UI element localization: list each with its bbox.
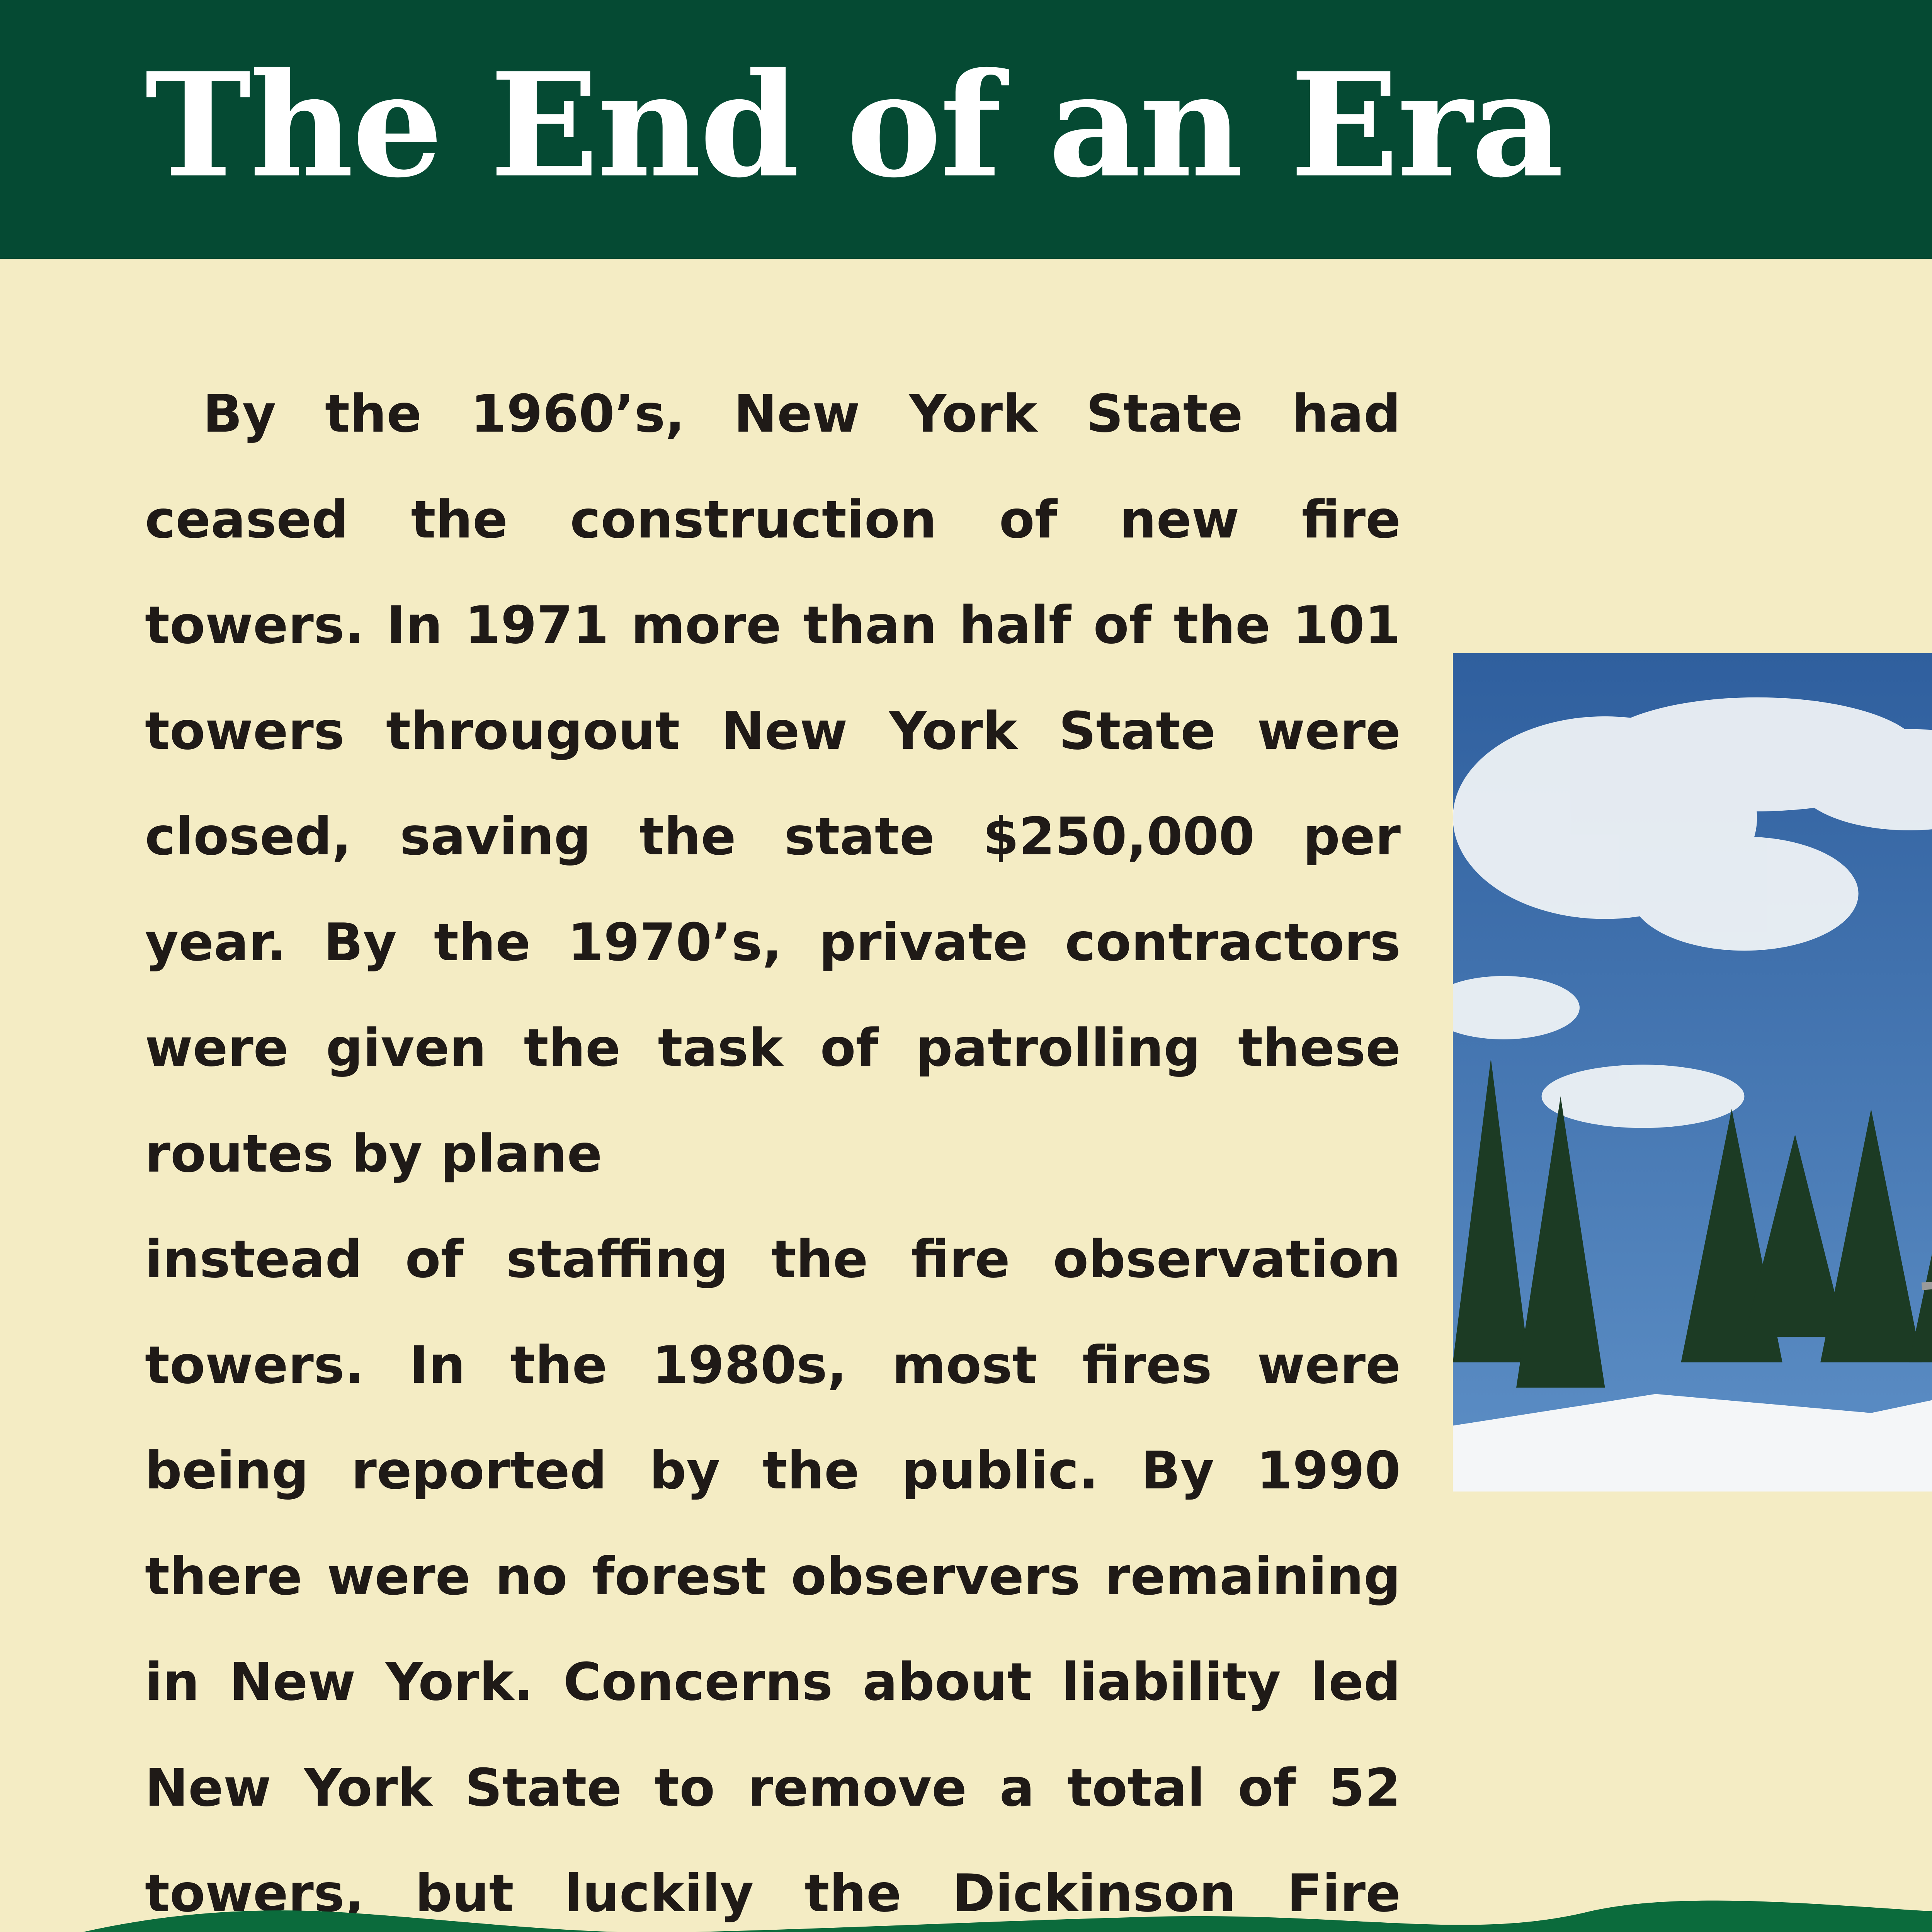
paragraph-1: By the 1960’s, New York State had ceased the construction of new fire towers. In 1971 more than half of the 101 towers througout New York State were closed, saving the state $250,000 per year. By the 1970’s, private contractors were given the task of patrolling these routes by plane (145, 384, 1401, 1184)
body-text (145, 361, 1401, 1932)
photo-fire-tower-removal (1453, 653, 1932, 1492)
mountain-silhouette-graphic (0, 1870, 1932, 1932)
photo-illustration (1453, 653, 1932, 1492)
mountain-silhouette (0, 1870, 1932, 1932)
paragraph-2: instead of staffing the fire observation towers. In the 1980s, most fires were being reported by the public. By 1990 there were no forest observers remaining in New York. Concerns about liability led New York State to remove a total of 52 towers, but luckily the Dickinson Fire (145, 1229, 1401, 1923)
page-title: The End of an Era (145, 42, 1563, 209)
header-bar (0, 0, 1932, 259)
